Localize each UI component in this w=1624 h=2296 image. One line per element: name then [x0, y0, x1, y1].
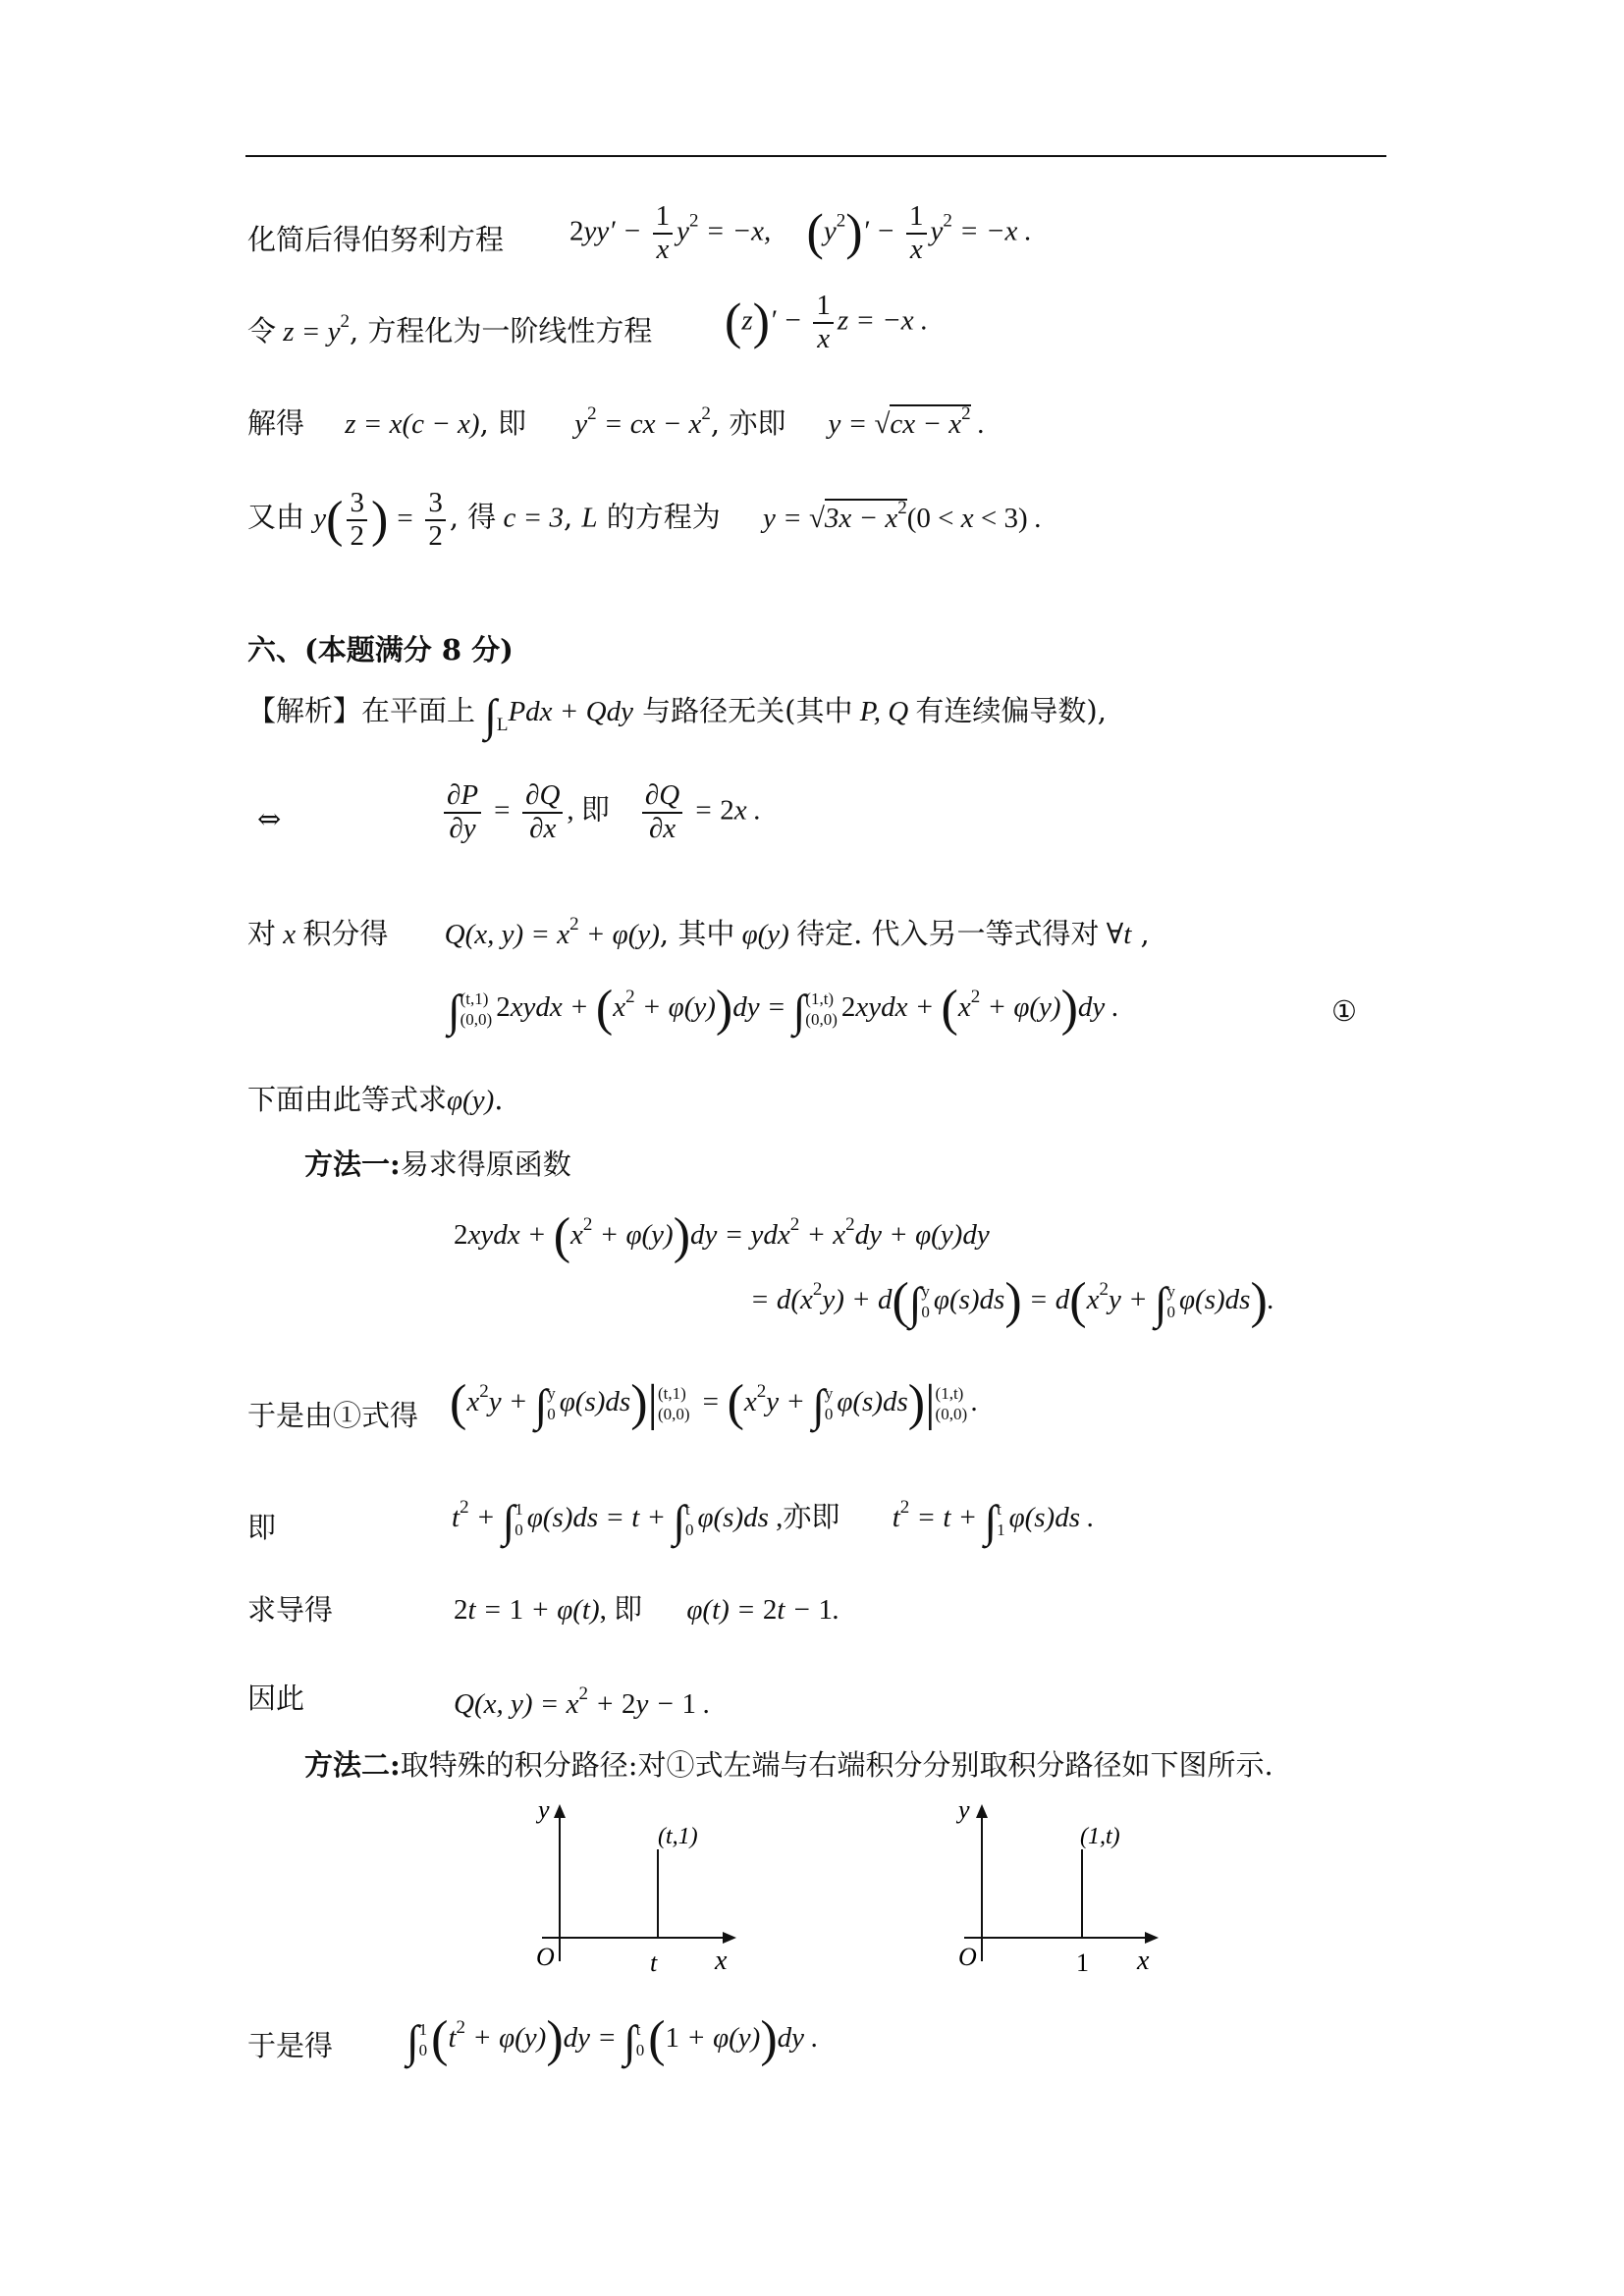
bernoulli-equation: 2yy′ − $\frac{1}{x}$ $y^2 = -x$, $(y^2)'$ − $\frac{1}{x}$ $y^2 = -x$ . [569, 200, 1032, 265]
point-label: (1,t) [1080, 1824, 1120, 1849]
point-label: (t,1) [658, 1824, 698, 1849]
equiv-equation: $\frac{\partial P}{\partial y}$ = $\frac{\partial Q}{\partial x}$ , 即 $\frac{\partial Q}{\partial x}$ = 2x . [440, 780, 761, 845]
equation-number-1: ① [1331, 994, 1357, 1028]
method-2-line: 方法二:取特殊的积分路径:对①式左端与右端积分分别取积分路径如下图所示. [304, 1748, 1273, 1782]
equation-1: ∫ (t,1) (0,0) 2xydx + $(x^2 + \varphi(y))dy$ = ∫ (1,t) (0,0) 2xydx + $(x^2 + \varphi(y))dy$ . [448, 981, 1119, 1037]
figure-right [952, 1794, 1168, 1981]
deriv-label: 求导得 [247, 1593, 334, 1627]
y-label: y [958, 1795, 970, 1824]
y-label: y [538, 1795, 550, 1824]
therefore-equation: Q(x, $y) = x^2 + 2y - 1$ . [454, 1683, 711, 1720]
tick-label: 1 [1076, 1949, 1089, 1977]
x-axis-arrow-icon [1145, 1932, 1159, 1944]
origin-label: O [958, 1943, 977, 1971]
x-axis-arrow-icon [723, 1932, 736, 1944]
section-6-heading: 六、(本题满分 8 分) [247, 633, 514, 667]
x-label: x [715, 1946, 728, 1976]
final-equation: ∫ 1 0 $(t^2 + \varphi(y))dy$ = ∫ t 0 (1 + φ(y))dy . [406, 2011, 819, 2067]
ie-equation: $t^2$ + ∫ 1 0 φ(s)ds = t + ∫ t 0 φ(s)ds ,亦即 $t^2 = t$ + ∫ t 1 φ(s)ds . [452, 1496, 1095, 1546]
then-equation: ($x^2y$ + ∫ y 0 φ(s)ds)| (t,1) (0,0) = ($x^2y$ + ∫ y 0 φ(s)ds)| (1,t) (0,0) . [450, 1375, 979, 1431]
origin-label: O [536, 1943, 555, 1971]
x-label: x [1137, 1946, 1150, 1976]
therefore-label: 因此 [247, 1682, 305, 1715]
initial-condition-line: 又由 y( $\frac{3}{2}$ ) = $\frac{3}{2}$ , 得 c = 3, L 的方程为 $y = √3x - x^2(0 < x < 3)$ . [247, 487, 1043, 552]
equiv-symbol: ⇔ [257, 802, 282, 835]
figure-left [530, 1794, 746, 1981]
analysis-line: 【解析】在平面上 $\int_LPdx$ + Qdy 与路径无关(其中 P, Q 有连续偏导数), [247, 690, 1107, 740]
substitution-line: 令 $z = y^2$, 方程化为一阶线性方程 [247, 311, 653, 347]
y-axis-arrow-icon [976, 1804, 988, 1818]
linear-equation: (z)′ − $\frac{1}{x}$ z = −x . [725, 290, 929, 354]
header-rule [245, 155, 1386, 157]
integrate-line: 对 x 积分得 Q(x, $y) = x^2 + \varphi(y)$, 其中 φ(y) 待定. 代入另一等式得对 ∀t , [247, 914, 1150, 950]
bernoulli-label: 化简后得伯努利方程 [247, 223, 505, 256]
ie-label: 即 [247, 1511, 277, 1544]
then-label: 于是由①式得 [247, 1399, 419, 1432]
final-label: 于是得 [247, 2029, 334, 2062]
method-1-eq-2: = $d(x^2y) + d(\int$ y 0 $\varphi(s)ds) = d(x^2y$ + ∫ y 0 φ(s)ds). [750, 1273, 1275, 1329]
method-1-eq-1: 2xydx + $(x^2 + \varphi(y))dy = ydx^2 + x^2dy + \varphi(y)dy$ [454, 1208, 990, 1264]
below-line: 下面由此等式求φ(y). [247, 1083, 504, 1116]
tick-label: t [650, 1949, 658, 1977]
deriv-equation: 2t = 1 + φ(t), 即 φ(t) = 2t − 1. [454, 1594, 840, 1626]
solve-line: 解得 z = x(c − x), 即 $y^2$ = cx − $x^2$, 亦即 $y = √cx - x^2$ . [247, 403, 986, 440]
method-1-line: 方法一:易求得原函数 [304, 1148, 571, 1181]
y-axis-arrow-icon [554, 1804, 566, 1818]
